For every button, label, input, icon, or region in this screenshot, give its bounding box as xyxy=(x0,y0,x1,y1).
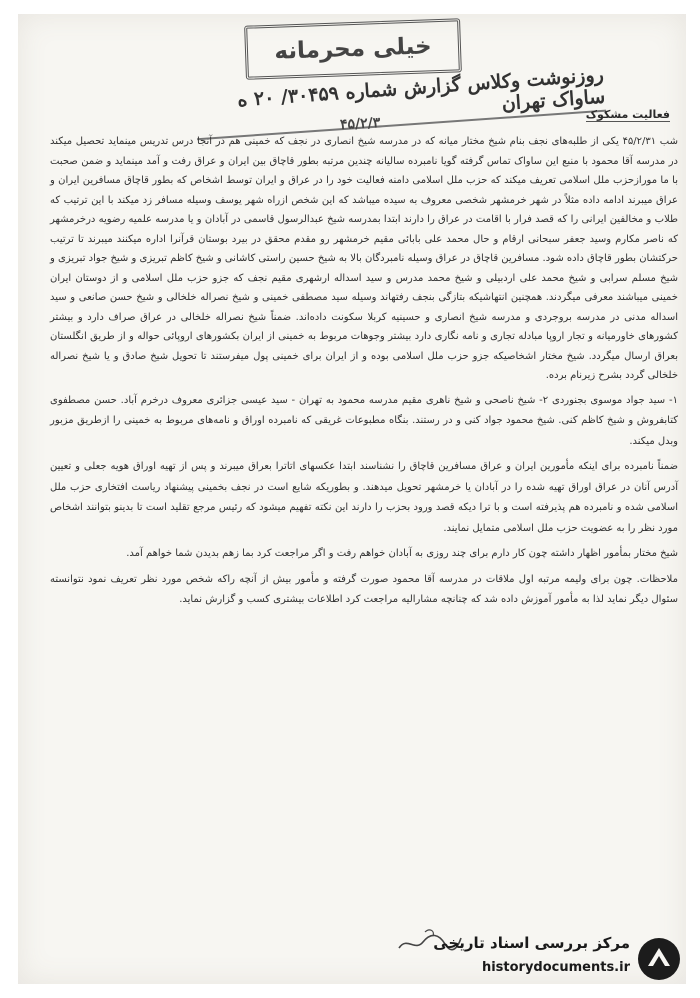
paragraph-smuggling-method: ضمناً نامبرده برای اینکه مأمورین ایران و عراق مسافرین قاچاق را نشناسند ابتدا عکسهای اتاترا بعراق میبرند و پس از تهیه اوراق هویه جعلی و تعیین آدرس آنان در عراق اوراق تهیه شده را در آبادان یا خرمشهر تحویل میدهند. و بطوریکه شایع است در نجف بخمینی پیشنهاد ریاست افتخاری حزب ملل اسلامی شده و نامبرده هم پذیرفته است و با ترا دیکه قصد ورود بحزب را دارند این نکته تفهیم میشود که رئیس مرجع تقلید است تا بدینو بتوانند اشخاص مورد نظر را به عضویت حزب ملل اسلامی متمایل نمایند. xyxy=(50,461,678,534)
report-reference: روزنوشت وکلاس گزارش شماره ۳۰۴۵۹/ ۲۰ ه ساواک تهران xyxy=(194,64,606,140)
watermark-url: historydocuments.ir xyxy=(481,960,630,975)
report-body xyxy=(50,132,678,616)
classification-stamp: خیلی محرمانه xyxy=(244,18,462,80)
paragraph-names-list: ۱- سید جواد موسوی بجنوردی ۲- شیخ ناصحی و شیخ ناهری مقیم مدرسه محمود به تهران - سید عیسی جزائری معروف درخرم آباد. حسن مصطفوی کتابفروش و شیخ کاظم کنی. شیخ محمود جواد کنی و در رستند. بنگاه مطبوعات غریقی که نامبرده اوراق و نامه‌های مربوط به خمینی را ازطریق مزبور وبدل میکند. xyxy=(50,394,679,447)
paragraph-agent-statement: شیخ مختار بمأمور اظهار داشته چون کار دارم برای چند روزی به آبادان خواهم رفت و اگر مراجعت کرد بما زهم بدیدن شما خواهم آمد. xyxy=(126,548,678,559)
section-title: فعالیت مشکوک xyxy=(585,108,670,121)
paragraph-observations: ملاحظات. چون برای ولیمه مرتبه اول ملاقات در مدرسه آقا محمود صورت گرفته و مأمور بیش از آنچه راکه شخص مورد نظر تعریف نمود نتوانسته سئوال دیگر نماید لذا به مأمور آموزش داده شد که چنانچه مشارالیه مراجعت کرد اطلاعات بیشتری کسب و گزارش نماید. xyxy=(50,573,678,605)
paragraph-main: شب ۴۵/۲/۳۱ یکی از طلبه‌های نجف بنام شیخ مختار میانه که در مدرسه شیخ انصاری در نجف که خمینی هم در آنجا درس تدریس مینماید تحصیل میکند در مدرسه آقا محمود با منبع این ساواک تماس گرفته گویا نامبرده سالیانه چندین مرتبه بطور قاچاق بین ایران و عراق رفت و آمد مینماید و ضمن صحبت با ما مورازحزب ملل اسلامی تعریف میکند که حزب ملل اسلامی دامنه فعالیت خود را در عراق و ایران توسط اشخاص که بطور قاچاق مسافرین ایران و عراق میبرند ادامه داده مثلاً در شهر خرمشهر شخصی معروف به سیده میباشد که این شخص ازراه شهر یوسف وسیله مسافر زد میکند با این ترتیب که طلاب و مخالفین ایرانی را که قصد فرار با اقامت در عراق را دارند ابتدا بمدرسه شیخ عبدالرسول قاسمی در آبادان و یا مدرسه علمیه رضویه درخرمشهر که ناصر مکارم وسید جعفر سبحانی ارقام و حال محمد علی بابائی مقیم خرمشهر رو مقدم محقق در بیرد بوستان قرآنرا اداره میکنند میبرند تا ترتیب حرکتشان بطور قاچاق داده شود. مسافرین قاچاق در عراق وسیله نامبردگان بالا به شیخ حسین راستی کاشانی و شیخ کاظم تبریزی و شیخ جواد تبریزی و شیخ مسلم سرابی و شیخ محمد علی اردبیلی و شیخ محمد مدرس و سید اسداله ارشهری مقیم نجف که جزو حزب ملل اسلامی و از دوستان ایران خمینی میباشند معرفی میگردند. همچنین انتهاشیکه بتازگی بنجف رفتهاند وسیله سید مصطفی خمینی و شیخ نصراله خلخالی و شیخ حسن صانعی و سید اسداله مدنی در مدرسه بروجردی و مدرسه شیخ انصاری و حسینیه کربلا سکونت داده‌اند. ضمناً شیخ نصراله خلخالی در عراق صراف دارد و بیشتر کشورهای خاورمیانه و تجار اروپا مبادله تجاری و نامه نگاری دارد بیشتر وجوهات مربوط به خمینی از ایران بکشورهای اروپائی حواله و از طریق انگلستان بعراق ارسال میگردد. شیخ مختار اشخاصیکه جزو حزب ملل اسلامی بوده و از ایران برای خمینی پول میفرستند تا تحویل شیخ صادق و یا شیخ نصراله خلخالی گردد بشرح زیرنام برده. xyxy=(50,136,678,381)
watermark-title: مرکز بررسی اسناد تاریخی xyxy=(433,934,630,952)
archive-logo-icon xyxy=(636,936,682,982)
handwritten-date-note: ۴۵/۲/۳ xyxy=(339,114,381,134)
